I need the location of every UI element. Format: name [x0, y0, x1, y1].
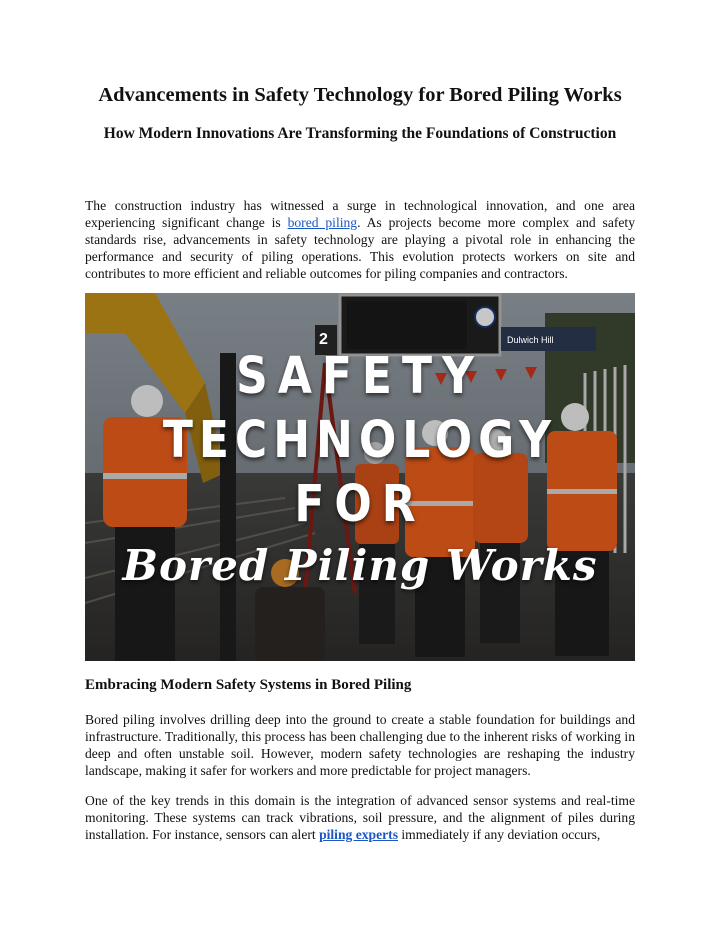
para3-text-before: One of the key trends in this domain is the integration of advanced sensor systems and real-time monitoring. These systems can track vibrations, soil pressure, and the alignment of piles during installation. For instance, sensors can alert: [85, 793, 635, 842]
station-sign: Dulwich Hill: [507, 335, 554, 345]
document-title: Advancements in Safety Technology for Bored Piling Works: [98, 84, 622, 106]
hero-line-for: FOR: [294, 475, 426, 534]
piling-experts-link[interactable]: piling experts: [319, 827, 398, 842]
body-paragraph-2: [85, 792, 635, 843]
bored-piling-link[interactable]: bored piling: [287, 215, 358, 230]
hero-line-bored-piling-works: Bored Piling Works: [122, 541, 598, 590]
hero-line-safety: SAFETY: [236, 347, 484, 406]
platform-sign-number: 2: [319, 331, 328, 348]
body-paragraph-1: Bored piling involves drilling deep into the ground to create a stable foundation for buildings and infrastructure. Traditionally, this process has been challenging due to the inherent risks of working in deep and often unstable soil. However, modern safety technologies are reshaping the industry landscape, making it safer for workers and more predictable for project managers.: [85, 712, 635, 778]
hero-line-technology: TECHNOLOGY: [162, 411, 558, 470]
intro-paragraph: [85, 197, 635, 282]
intro-text-before: The construction industry has witnessed a surge in technological innovation, and one area experiencing significant change is: [85, 198, 635, 230]
hero-image: [85, 293, 635, 661]
para3-text-after: immediately if any deviation occurs,: [397, 827, 601, 842]
intro-text-after: . As projects become more complex and safety standards rise, advancements in safety technology are playing a pivotal role in enhancing the performance and security of piling operations. This evolution protects workers on site and contributes to more efficient and reliable outcomes for piling companies and contractors.: [85, 215, 635, 281]
section-heading: Embracing Modern Safety Systems in Bored Piling: [85, 677, 412, 693]
document-subtitle: How Modern Innovations Are Transforming the Foundations of Construction: [103, 125, 617, 142]
